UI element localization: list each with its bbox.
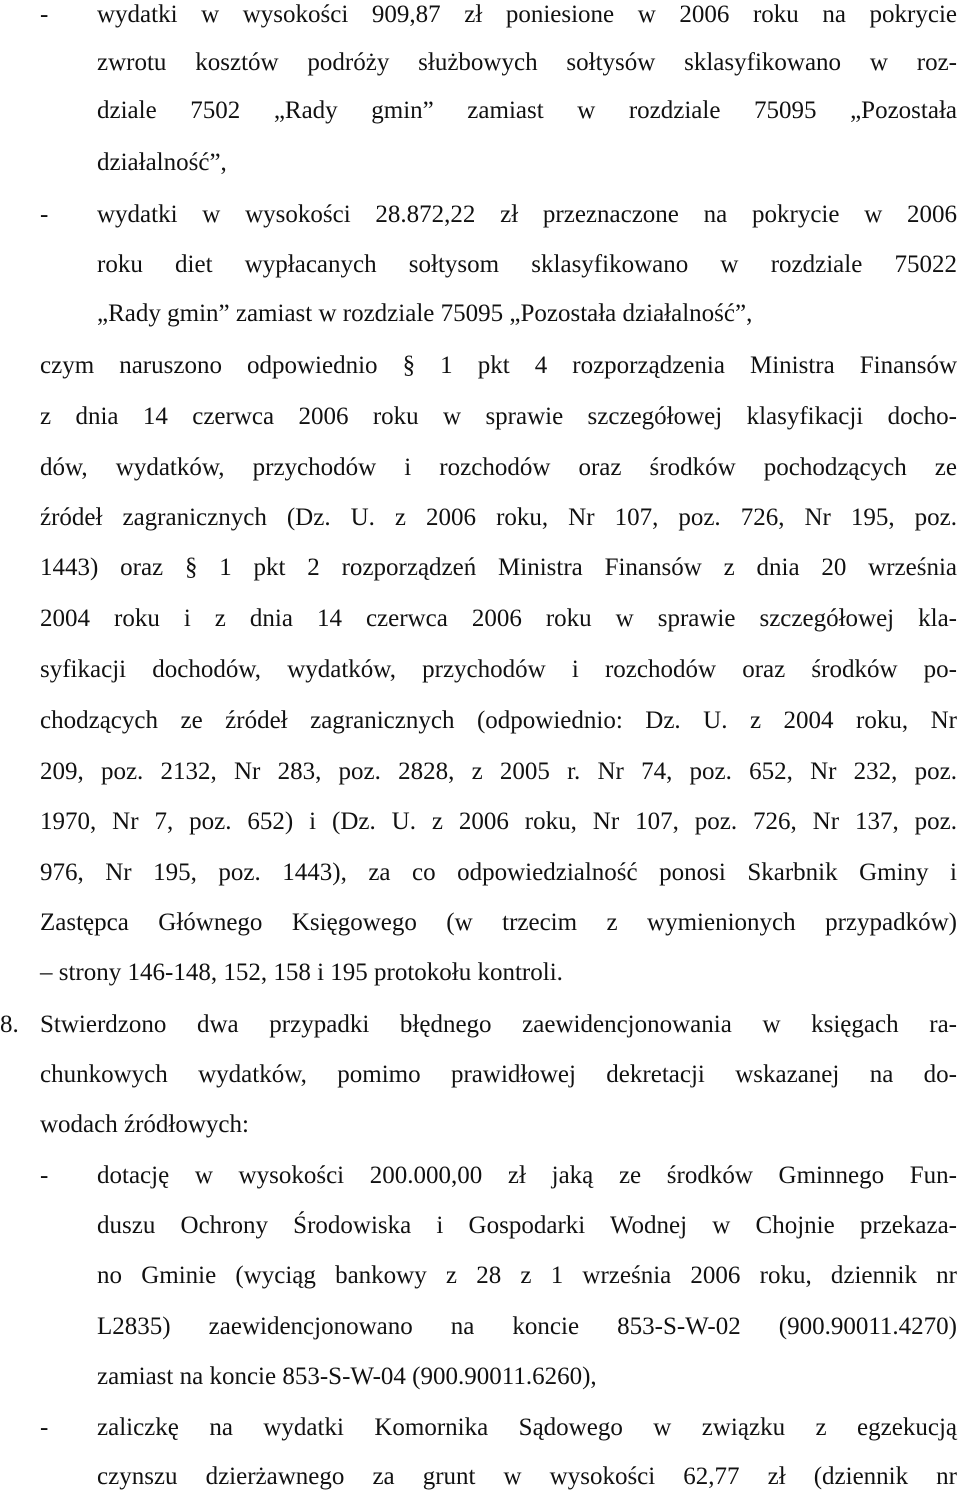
text-line: czym naruszono odpowiednio § 1 pkt 4 rozporządzenia Ministra Finansów	[40, 352, 957, 379]
text-line: działalność”,	[97, 149, 227, 176]
text-line: z dnia 14 czerwca 2006 roku w sprawie szczegółowej klasyfikacji docho-	[40, 403, 957, 430]
text-line: L2835) zaewidencjonowano na koncie 853-S-W-02 (900.90011.4270)	[97, 1313, 957, 1340]
text-line: 1443) oraz § 1 pkt 2 rozporządzeń Ministra Finansów z dnia 20 września	[40, 554, 957, 581]
list-dash: -	[40, 1, 49, 28]
text-line: chunkowych wydatków, pomimo prawidłowej dekretacji wskazanej na do-	[40, 1061, 957, 1088]
text-line: no Gminie (wyciąg bankowy z 28 z 1 września 2006 roku, dziennik nr	[97, 1262, 957, 1289]
text-line: 209, poz. 2132, Nr 283, poz. 2828, z 2005 r. Nr 74, poz. 652, Nr 232, poz.	[40, 758, 957, 785]
text-line: chodzących ze źródeł zagranicznych (odpowiednio: Dz. U. z 2004 roku, Nr	[40, 707, 957, 734]
text-line: dotację w wysokości 200.000,00 zł jaką ze środków Gminnego Fun-	[97, 1162, 957, 1189]
list-dash: -	[40, 201, 49, 228]
text-line: zamiast na koncie 853-S-W-04 (900.90011.6260),	[97, 1363, 597, 1390]
list-number: 8.	[0, 1011, 19, 1038]
text-line: – strony 146-148, 152, 158 i 195 protokołu kontroli.	[40, 959, 563, 986]
text-line: wydatki w wysokości 28.872,22 zł przeznaczone na pokrycie w 2006	[97, 201, 957, 228]
text-line: duszu Ochrony Środowiska i Gospodarki Wodnej w Chojnie przekaza-	[97, 1212, 957, 1239]
text-line: czynszu dzierżawnego za grunt w wysokości 62,77 zł (dziennik nr	[97, 1463, 957, 1490]
text-line: 976, Nr 195, poz. 1443), za co odpowiedzialność ponosi Skarbnik Gminy i	[40, 859, 957, 886]
list-dash: -	[40, 1162, 49, 1189]
text-line: źródeł zagranicznych (Dz. U. z 2006 roku, Nr 107, poz. 726, Nr 195, poz.	[40, 504, 957, 531]
text-line: wydatki w wysokości 909,87 zł poniesione w 2006 roku na pokrycie	[97, 1, 957, 28]
list-dash: -	[40, 1414, 49, 1441]
text-line: syfikacji dochodów, wydatków, przychodów i rozchodów oraz środków po-	[40, 656, 957, 683]
text-line: Stwierdzono dwa przypadki błędnego zaewidencjonowania w księgach ra-	[40, 1011, 957, 1038]
text-line: „Rady gmin” zamiast w rozdziale 75095 „Pozostała działalność”,	[97, 300, 753, 327]
text-line: zwrotu kosztów podróży służbowych sołtysów sklasyfikowano w roz-	[97, 49, 957, 76]
text-line: roku diet wypłacanych sołtysom sklasyfikowano w rozdziale 75022	[97, 251, 957, 278]
text-line: dziale 7502 „Rady gmin” zamiast w rozdziale 75095 „Pozostała	[97, 97, 957, 124]
text-line: dów, wydatków, przychodów i rozchodów oraz środków pochodzących ze	[40, 454, 957, 481]
text-line: 1970, Nr 7, poz. 652) i (Dz. U. z 2006 roku, Nr 107, poz. 726, Nr 137, poz.	[40, 808, 957, 835]
text-line: zaliczkę na wydatki Komornika Sądowego w związku z egzekucją	[97, 1414, 957, 1441]
text-line: Zastępca Głównego Księgowego (w trzecim z wymienionych przypadków)	[40, 909, 957, 936]
text-line: wodach źródłowych:	[40, 1111, 249, 1138]
text-line: 2004 roku i z dnia 14 czerwca 2006 roku w sprawie szczegółowej kla-	[40, 605, 957, 632]
